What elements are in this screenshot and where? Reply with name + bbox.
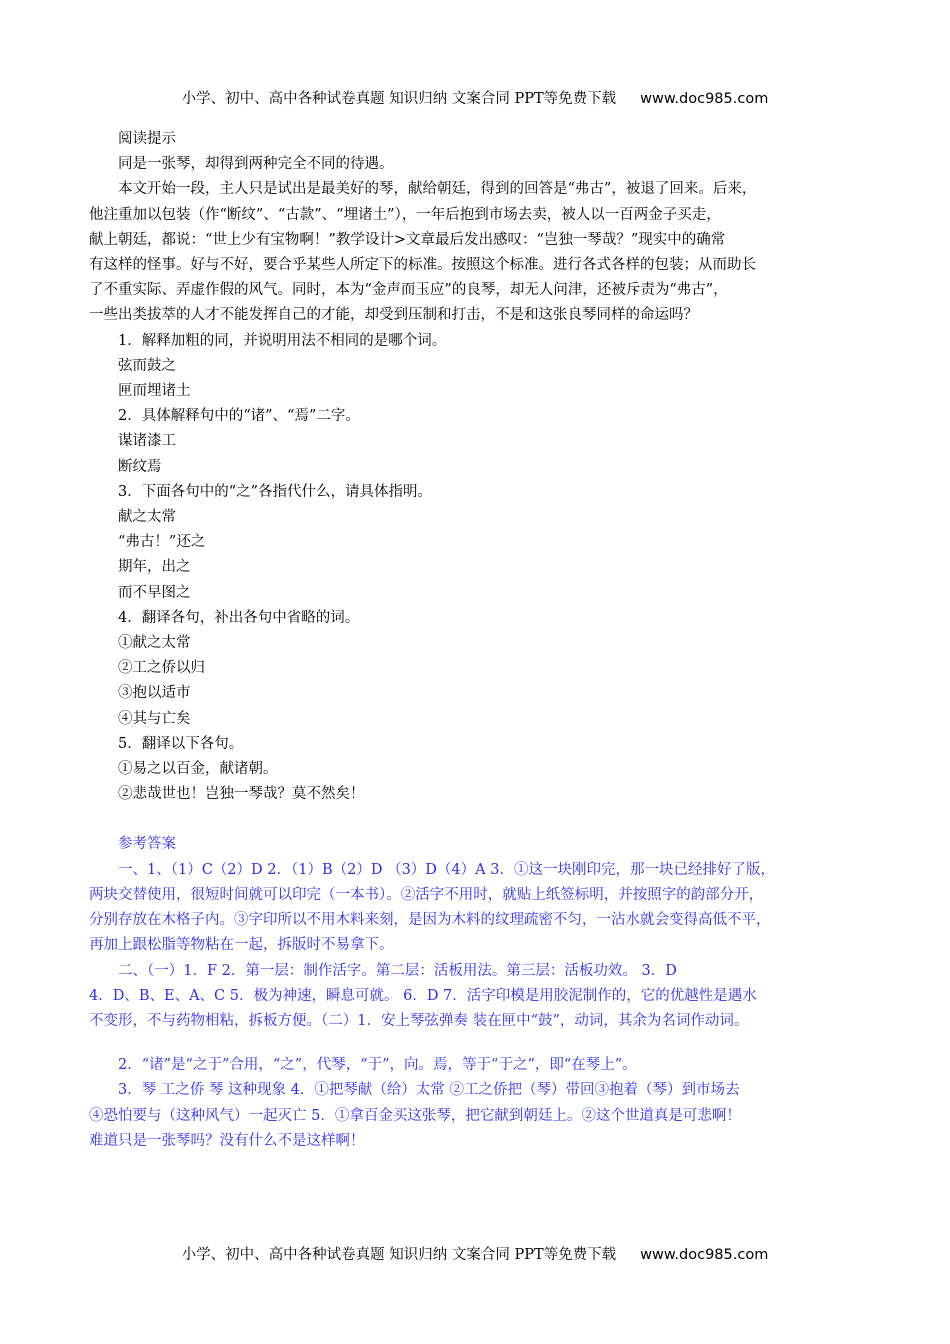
reading-line: 有这样的怪事。好与不好，要合乎某些人所定下的标准。按照这个标准。进行各式各样的包装；从而助长 [89,257,756,274]
question-line: 而不早图之 [118,584,191,601]
question-line: 献之太常 [118,509,176,526]
reading-line: 同是一张琴，却得到两种完全不同的待遇。 [118,156,394,173]
question-line: 1．解释加粗的同，并说明用法不相同的是哪个词。 [118,332,447,349]
question-line: ①易之以百金，献诸朝。 [118,761,278,778]
page-header [0,89,950,109]
question-line: 断纹焉 [118,458,162,475]
header-text: 小学、初中、高中各种试卷真题 知识归纳 文案合同 PPT等免费下载 [181,91,617,107]
reading-line: 了不重实际、弄虚作假的风气。同时，本为“金声而玉应”的良琴，却无人问津，还被斥责为“弗古”， [89,282,728,299]
answer-line: 难道只是一张琴吗？没有什么不是这样啊！ [89,1132,365,1149]
question-line: 期年，出之 [118,559,191,576]
answer-line: ④恐怕要与（这种风气）一起灭亡 5．①拿百金买这张琴，把它献到朝廷上。②这个世道真是可悲啊！ [89,1107,741,1124]
footer-text: 小学、初中、高中各种试卷真题 知识归纳 文案合同 PPT等免费下载 [181,1247,617,1263]
question-line: 匣而埋诸土 [118,383,191,400]
reading-line: 本文开始一段，主人只是试出是最美好的琴，献给朝廷，得到的回答是“弗古”，被退了回来。后来， [118,181,757,198]
reading-line: 献上朝廷，都说：“世上少有宝物啊！”教学设计>文章最后发出感叹：“岂独一琴哉？”现实中的确常 [89,231,726,248]
footer-site: www.doc985.com [640,1247,769,1263]
answer-line: 3．琴 工之侨 琴 这种现象 4．①把琴献（给）太常 ②工之侨把（琴）带回③抱着（琴）到市场去 [118,1082,740,1099]
answer-line: 不变形，不与药物相粘，拆板方便。（二）1．安上琴弦弹奏 装在匣中“鼓”，动词，其余为名词作动词。 [89,1012,749,1029]
reading-line: 他注重加以包装（作“断纹”、“古款”、“埋诸土”），一年后抱到市场去卖，被人以一百两金子买走， [89,206,721,223]
header-site: www.doc985.com [640,91,769,107]
answers-section [89,832,868,1153]
question-line: ③抱以适市 [118,685,191,702]
answer-line: 两块交替使用，很短时间就可以印完（一本书）。②活字不用时，就贴上纸签标明，并按照字的韵部分开， [89,886,764,903]
question-line: 弦而鼓之 [118,357,176,374]
question-line: ②工之侨以归 [118,660,205,677]
answer-line: 一、1、（1）C（2）D 2．（1）B（2）D （3）D（4）A 3．①这一块刚印完，那一块已经排好了版， [118,861,775,878]
page-footer [0,1245,950,1265]
question-line: 谋诸漆工 [118,433,176,450]
question-line: 5．翻译以下各句。 [118,735,244,752]
question-line: 4．翻译各句，补出各句中省略的词。 [118,609,360,626]
answer-line: 二、（一）1．F 2．第一层：制作活字。第二层：活板用法。第三层：活板功效。 3．D [118,962,677,979]
spacer [118,807,868,832]
answer-line: 4．D、B、E、A、C 5．极为神速，瞬息可就。 6．D 7．活字印模是用胶泥制作的，它的优越性是遇水 [89,987,757,1004]
question-line: 2．具体解释句中的“诸”、“焉”二字。 [118,408,360,425]
question-line: ①献之太常 [118,635,191,652]
answers-title: 参考答案 [118,836,176,853]
question-line: “弗古！”还之 [118,534,206,551]
document-body [89,127,868,1154]
spacer [118,1034,868,1053]
question-line: 3．下面各句中的“之”各指代什么，请具体指明。 [118,483,433,500]
answer-line: 分别存放在木格子内。③字印所以不用木料来刻，是因为木料的纹理疏密不匀，一沾水就会变得高低不平， [89,912,771,929]
question-line: ②悲哉世也！岂独一琴哉？莫不然矣！ [118,786,365,803]
answer-line: 2．“诸”是“之于”合用，“之”，代琴，“于”，向。焉，等于“于之”，即“在琴上”。 [118,1057,637,1074]
reading-line: 一些出类拔萃的人才不能发挥自己的才能，却受到压制和打击，不是和这张良琴同样的命运吗？ [89,307,698,324]
reading-title: 阅读提示 [118,131,176,147]
question-line: ④其与亡矣 [118,710,191,727]
answer-line: 再加上跟松脂等物粘在一起，拆版时不易拿下。 [89,937,394,954]
